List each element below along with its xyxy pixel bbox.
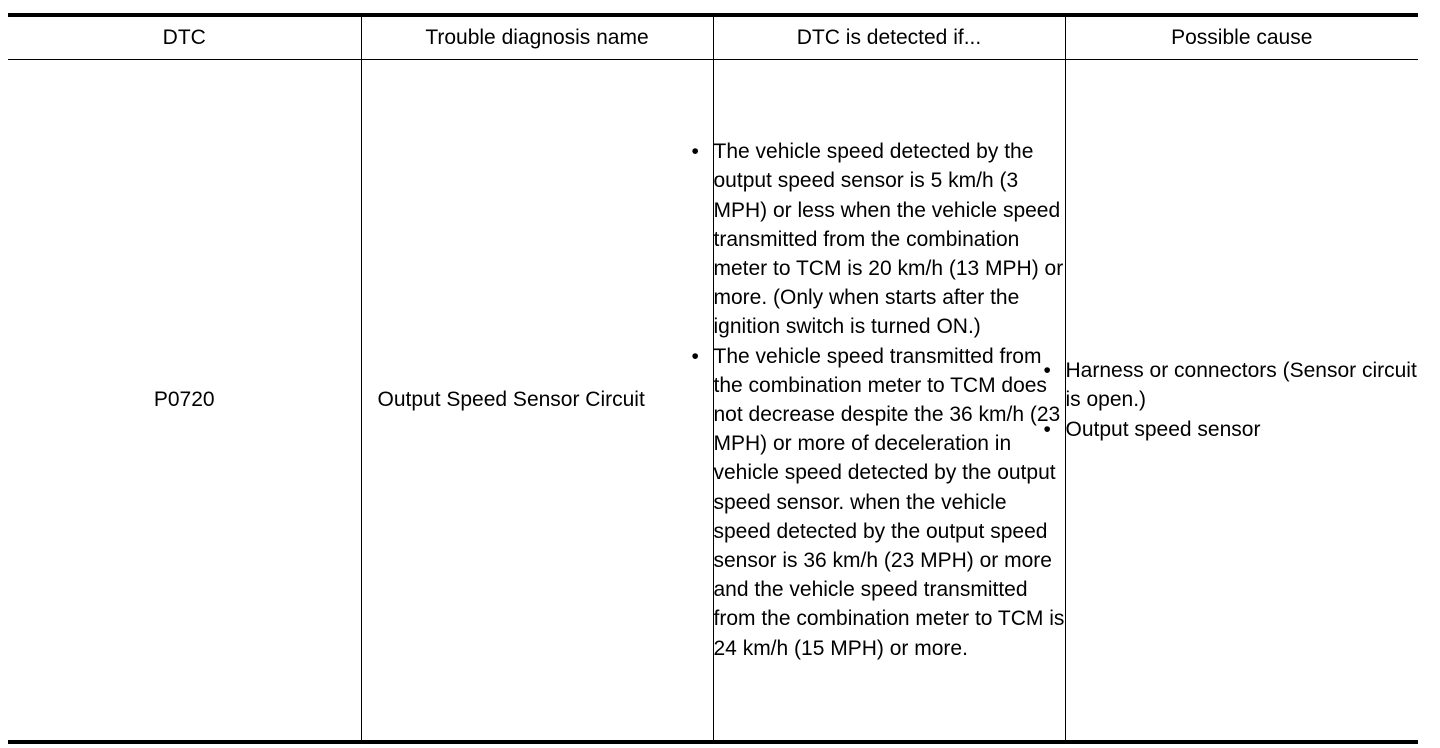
detection-conditions <box>713 60 1065 743</box>
table-header <box>8 15 1418 60</box>
dtc-table <box>8 13 1418 744</box>
possible-cause-list <box>1066 356 1419 444</box>
detection-condition-item: • The vehicle speed transmitted from the combination meter to TCM does not decrease despite the 36 km/h (23 MPH) or more of deceleration in vehicle speed detected by the output speed sensor. when the vehicle speed detected by the output speed sensor is 36 km/h (23 MPH) or more and the vehicle speed transmitted from the combination meter to TCM is 24 km/h (15 MPH) or more. <box>714 342 1065 663</box>
trouble-diagnosis-name: Output Speed Sensor Circuit <box>361 60 713 743</box>
table-body <box>8 60 1418 743</box>
dtc-code: P0720 <box>8 60 361 743</box>
detection-condition-list <box>714 137 1065 663</box>
possible-cause-item: • Output speed sensor <box>1066 415 1419 444</box>
table-row <box>8 60 1418 743</box>
header-dtc: DTC <box>8 15 361 60</box>
possible-cause-item: • Harness or connectors (Sensor circuit is open.) <box>1066 356 1419 414</box>
header-row <box>8 15 1418 60</box>
header-trouble-diagnosis-name: Trouble diagnosis name <box>361 15 713 60</box>
header-possible-cause: Possible cause <box>1065 15 1418 60</box>
detection-condition-item: • The vehicle speed detected by the output speed sensor is 5 km/h (3 MPH) or less when the vehicle speed transmitted from the combination meter to TCM is 20 km/h (13 MPH) or more. (Only when starts after the ignition switch is turned ON.) <box>714 137 1065 341</box>
possible-causes <box>1065 60 1418 743</box>
header-dtc-detected-if: DTC is detected if... <box>713 15 1065 60</box>
